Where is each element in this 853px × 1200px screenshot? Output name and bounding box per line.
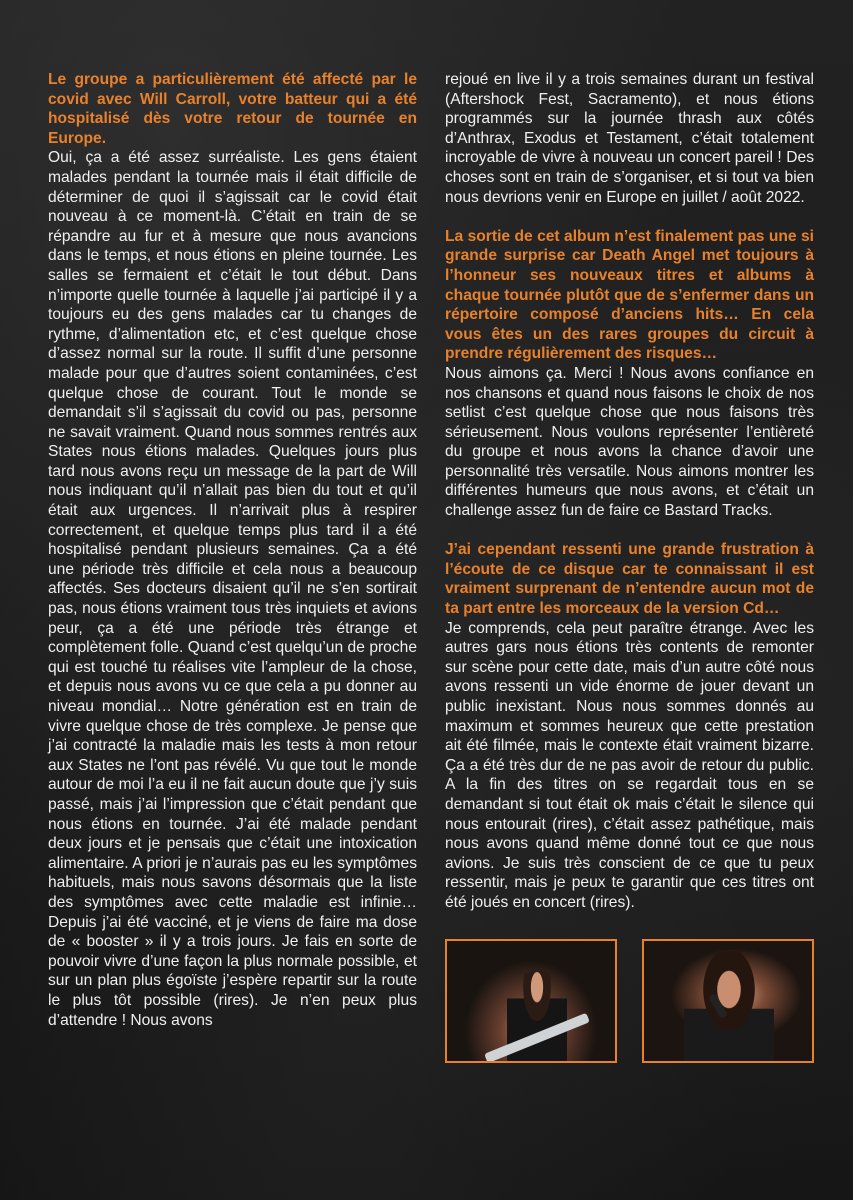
answer-2: Nous aimons ça. Merci ! Nous avons confiance en nos chansons et quand nous faisons le choix de nos setlist c’est quelque chose que nous faisons très sérieusement. Nous voulons représenter l’entièreté du groupe et nous avons la chance d’avoir une personnalité très versatile. Nous aimons montrer les différentes humeurs que nous avons, et c’était un challenge assez fun de faire ce Bastard Tracks.: [445, 364, 814, 520]
question-2: La sortie de cet album n’est finalement pas une si grande surprise car Death Angel met toujours à l’honneur ses nouveaux titres et albums à chaque tournée plutôt que de s’enfermer dans un répertoire composé d’anciens hits… En cela vous êtes un des rares groupes du circuit à prendre régulièrement des risques…: [445, 227, 814, 363]
photo-row: [445, 939, 814, 1063]
concert-photo-guitarist: [445, 939, 617, 1063]
answer-3: Je comprends, cela peut paraître étrange. Avec les autres gars nous étions très contents de remonter sur scène pour cette date, mais d’un autre côté nous avons ressenti un vide énorme de jouer devant un public inexistant. Nous nous sommes donnés au maximum et sommes heureux que cette prestation ait été filmée, mais le contexte était vraiment bizarre. Ça a été très dur de ne pas avoir de retour du public. A la fin des titres on se regardait tous en se demandant si tout était ok mais c’était le silence qui nous entourait (rires), c’était assez pathétique, mais nous avons quand même donné tout ce que nous avions. Je suis très conscient de ce que tu peux ressentir, mais je peux te garantir que ces titres ont été joués en concert (rires).: [445, 619, 814, 911]
right-column: [445, 70, 814, 1150]
singer-figure: [684, 951, 774, 1061]
answer-1-continued: rejoué en live il y a trois semaines durant un festival (Aftershock Fest, Sacramento), et nous étions programmés sur la journée thrash aux côtés d’Anthrax, Exodus et Testament, c’était totalement incroyable de vivre à nouveau un concert pareil ! Des choses sont en train de s’organiser, et si tout va bien nous devrions venir en Europe en juillet / août 2022.: [445, 71, 814, 206]
paragraph-gap: [445, 207, 814, 227]
question-1: Le groupe a particulièrement été affecté par le covid avec Will Carroll, votre batteur qui a été hospitalisé dès votre retour de tournée en Europe.: [48, 71, 417, 147]
paragraph-gap: [445, 521, 814, 541]
article-page: [48, 70, 814, 1150]
left-column: [48, 70, 417, 1150]
answer-1: Oui, ça a été assez surréaliste. Les gens étaient malades pendant la tournée mais il était difficile de déterminer de quoi il s’agissait car le covid était nouveau à ce moment-là. C’était en train de se répandre au fur et à mesure que nous avancions dans le temps, et nous étions en pleine tournée. Les salles se fermaient et c’était le tout début. Dans n’importe quelle tournée à laquelle j’ai participé il y a toujours eu des gens malades car tu changes de rythme, d’alimentation etc, et c’est quelque chose d’assez normal sur la route. Il suffit d’une personne malade pour que d’autres soient contaminées, c’est quelque chose de courant. Tout le monde se demandait s’il s’agissait du covid ou pas, personne ne savait vraiment. Quand nous sommes rentrés aux States nous étions malades. Quelques jours plus tard nous avons reçu un message de la part de Will nous indiquant qu’il n’allait pas bien du tout et qu’il était aux urgences. Il n’arrivait plus à respirer correctement, et quelque temps plus tard il a été hospitalisé pendant plusieurs semaines. Ça a été une période très difficile et cela nous a beaucoup affectés. Ses docteurs disaient qu’il ne s’en sortirait pas, nous étions vraiment tous très inquiets et avions peur, ça a été une période très étrange et complètement folle. Quand c’est quelqu’un de proche qui est touché tu réalises vite l’ampleur de la chose, et depuis nous avons vu ce que cela a pu donner au niveau mondial… Notre génération est en train de vivre quelque chose de très complexe. Je pense que j’ai contracté la maladie mais les tests à mon retour aux States ne l’ont pas révélé. Vu que tout le monde autour de moi l’a eu il ne fait aucun doute que j’y suis passé, mais j’ai l’impression que c’était pendant que nous étions en tournée. J’ai été malade pendant deux jours et je pensais que c’était une intoxication alimentaire. A priori je n’aurais pas eu les symptômes habituels, mais nous savons désormais que la liste des symptômes avec cette maladie est infinie… Depuis j’ai été vacciné, et je viens de faire ma dose de « booster » il y a trois jours. Je fais en sorte de pouvoir vivre d’une façon la plus normale possible, et sur un plan plus égoïste j’espère repartir sur la route le plus tôt possible (rires). Je n’en peux plus d’attendre ! Nous avons: [48, 149, 417, 1029]
concert-photo-singer: [642, 939, 814, 1063]
question-3: J’ai cependant ressenti une grande frustration à l’écoute de ce disque car te connaissant il est vraiment surprenant de n’entendre aucun mot de ta part entre les morceaux de la version Cd…: [445, 541, 814, 618]
